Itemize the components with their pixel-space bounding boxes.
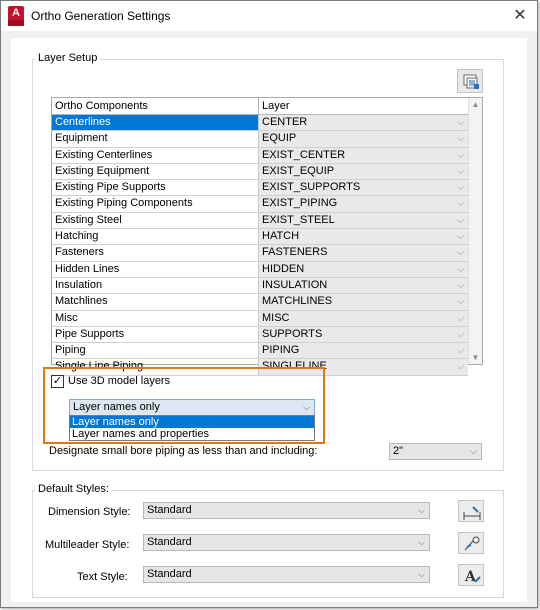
chevron-down-icon: ⌵: [457, 214, 464, 225]
layer-setup-legend: Layer Setup: [35, 52, 100, 64]
small-bore-combo[interactable]: [389, 443, 482, 460]
chevron-down-icon: ⌵: [457, 117, 464, 127]
layer-dropdown-cell[interactable]: [259, 229, 468, 244]
layer-value: PIPING: [262, 344, 300, 357]
table-row[interactable]: [52, 115, 468, 131]
layer-value: HATCH: [262, 230, 300, 243]
dialog-title: Ortho Generation Settings: [31, 9, 171, 23]
component-cell[interactable]: Insulation: [52, 278, 259, 293]
layer-value: EXIST_SUPPORTS: [262, 181, 361, 194]
component-cell[interactable]: Existing Equipment: [52, 164, 259, 179]
component-cell[interactable]: Equipment: [52, 131, 259, 146]
component-cell[interactable]: Hidden Lines: [52, 262, 259, 277]
layer-value: EQUIP: [262, 132, 297, 145]
layer-manager-button[interactable]: [457, 69, 483, 93]
layer-value: SUPPORTS: [262, 327, 323, 340]
text-style-combo[interactable]: [143, 566, 430, 583]
chevron-down-icon: ⌵: [457, 263, 464, 274]
component-cell[interactable]: Hatching: [52, 229, 259, 244]
text-style-icon: [459, 565, 485, 587]
chevron-down-icon: ⌵: [418, 537, 425, 547]
multileader-style-button[interactable]: [458, 532, 484, 554]
layer-dropdown-cell[interactable]: [259, 343, 468, 358]
component-cell[interactable]: Existing Pipe Supports: [52, 180, 259, 195]
component-cell[interactable]: Misc: [52, 311, 259, 326]
layer-dropdown-cell[interactable]: [259, 245, 468, 260]
layer-value: FASTENERS: [262, 246, 328, 259]
layer-dropdown-cell[interactable]: [259, 164, 468, 179]
chevron-down-icon: ⌵: [470, 446, 477, 456]
component-cell[interactable]: Matchlines: [52, 294, 259, 309]
table-row[interactable]: [52, 131, 468, 147]
layer-dropdown-cell[interactable]: [259, 148, 468, 163]
layer-dropdown-cell[interactable]: [259, 115, 468, 130]
chevron-down-icon: ⌵: [457, 296, 464, 307]
layer-value: HIDDEN: [262, 262, 305, 275]
chevron-down-icon: ⌵: [457, 198, 464, 209]
layer-dropdown-cell[interactable]: [259, 131, 468, 146]
multileader-style-value: Standard: [147, 536, 192, 548]
autocad-app-icon: A: [8, 6, 24, 26]
table-row[interactable]: [52, 262, 468, 278]
grid-rows: [52, 115, 468, 376]
highlight-annotation-box: [43, 367, 325, 444]
chevron-down-icon: ⌵: [303, 402, 310, 412]
layer-value: SINGLELINE: [262, 360, 327, 373]
chevron-down-icon: ⌵: [457, 312, 464, 323]
layer-dropdown-cell[interactable]: [259, 213, 468, 228]
layer-properties-icon: [458, 70, 484, 94]
chevron-down-icon: ⌵: [457, 231, 464, 242]
chevron-down-icon: ⌵: [457, 165, 464, 176]
component-cell[interactable]: Piping: [52, 343, 259, 358]
component-cell[interactable]: Pipe Supports: [52, 327, 259, 342]
column-header-component[interactable]: Ortho Components: [52, 98, 259, 114]
dimension-icon: [459, 501, 485, 523]
vertical-scrollbar[interactable]: [468, 98, 482, 364]
default-styles-legend: Default Styles:: [35, 483, 112, 495]
chevron-down-icon: ⌵: [418, 569, 425, 579]
chevron-down-icon: ⌵: [457, 279, 464, 290]
layer-mode-value: Layer names only: [73, 401, 160, 413]
dimension-style-combo[interactable]: [143, 502, 430, 519]
dropdown-option[interactable]: Layer names only: [70, 416, 314, 428]
layer-value: EXIST_CENTER: [262, 148, 346, 161]
column-header-layer[interactable]: Layer: [262, 100, 290, 112]
chevron-down-icon: ⌵: [457, 133, 464, 144]
scroll-up-icon[interactable]: ▲: [471, 100, 480, 109]
table-row[interactable]: [52, 245, 468, 261]
layer-dropdown-cell[interactable]: [259, 180, 468, 195]
layer-value: EXIST_STEEL: [262, 213, 335, 226]
layer-value: MATCHLINES: [262, 295, 333, 308]
small-bore-label: Designate small bore piping as less than and including:: [49, 445, 318, 457]
table-row[interactable]: [52, 164, 468, 180]
component-cell[interactable]: Existing Centerlines: [52, 148, 259, 163]
layer-dropdown-cell[interactable]: [259, 327, 468, 342]
table-row[interactable]: [52, 196, 468, 212]
layer-dropdown-cell[interactable]: [259, 311, 468, 326]
table-row[interactable]: [52, 229, 468, 245]
table-row[interactable]: [52, 278, 468, 294]
use-3d-layers-checkbox[interactable]: ✓: [52, 375, 63, 387]
dimension-style-label: Dimension Style:: [48, 506, 131, 518]
table-row[interactable]: [52, 311, 468, 327]
small-bore-value: 2": [393, 445, 404, 457]
dropdown-option[interactable]: Layer names and properties: [72, 428, 209, 440]
table-row[interactable]: [52, 148, 468, 164]
close-button[interactable]: ✕: [513, 7, 527, 24]
component-cell[interactable]: Centerlines: [52, 115, 259, 130]
grid-header: [52, 98, 468, 115]
layer-dropdown-cell[interactable]: [259, 262, 468, 277]
component-cell[interactable]: Fasteners: [52, 245, 259, 260]
layer-value: CENTER: [262, 116, 308, 128]
chevron-down-icon: ⌵: [457, 182, 464, 193]
layer-grid[interactable]: [51, 97, 483, 373]
use-3d-layers-label: Use 3D model layers: [68, 375, 171, 387]
layer-dropdown-cell[interactable]: [259, 294, 468, 309]
layer-dropdown-cell[interactable]: [259, 278, 468, 293]
dimension-style-button[interactable]: [458, 500, 484, 522]
chevron-down-icon: ⌵: [418, 505, 425, 515]
table-row[interactable]: [52, 213, 468, 229]
table-row[interactable]: [52, 180, 468, 196]
title-bar: [1, 1, 537, 31]
component-cell[interactable]: Single Line Piping: [52, 359, 259, 374]
text-style-button[interactable]: [458, 564, 484, 586]
dimension-style-value: Standard: [147, 504, 192, 516]
layer-value: EXIST_PIPING: [262, 197, 338, 210]
layer-value: INSULATION: [262, 278, 328, 291]
text-style-value: Standard: [147, 568, 192, 580]
chevron-down-icon: ⌵: [457, 345, 464, 356]
component-cell[interactable]: Existing Piping Components: [52, 196, 259, 211]
layer-dropdown-cell[interactable]: [259, 196, 468, 211]
svg-text:A: A: [465, 569, 476, 585]
layer-value: EXIST_EQUIP: [262, 164, 335, 177]
scroll-down-icon[interactable]: ▼: [471, 353, 480, 362]
text-style-label: Text Style:: [77, 571, 128, 583]
multileader-style-label: Multileader Style:: [45, 539, 130, 551]
table-row[interactable]: [52, 343, 468, 359]
layer-value: MISC: [262, 311, 290, 324]
chevron-down-icon: ⌵: [457, 149, 464, 160]
table-row[interactable]: [52, 294, 468, 310]
table-row[interactable]: [52, 327, 468, 343]
multileader-icon: [459, 533, 485, 555]
chevron-down-icon: ⌵: [457, 247, 464, 258]
component-cell[interactable]: Existing Steel: [52, 213, 259, 228]
multileader-style-combo[interactable]: [143, 534, 430, 551]
chevron-down-icon: ⌵: [457, 328, 464, 339]
chevron-down-icon: ⌵: [457, 361, 464, 372]
